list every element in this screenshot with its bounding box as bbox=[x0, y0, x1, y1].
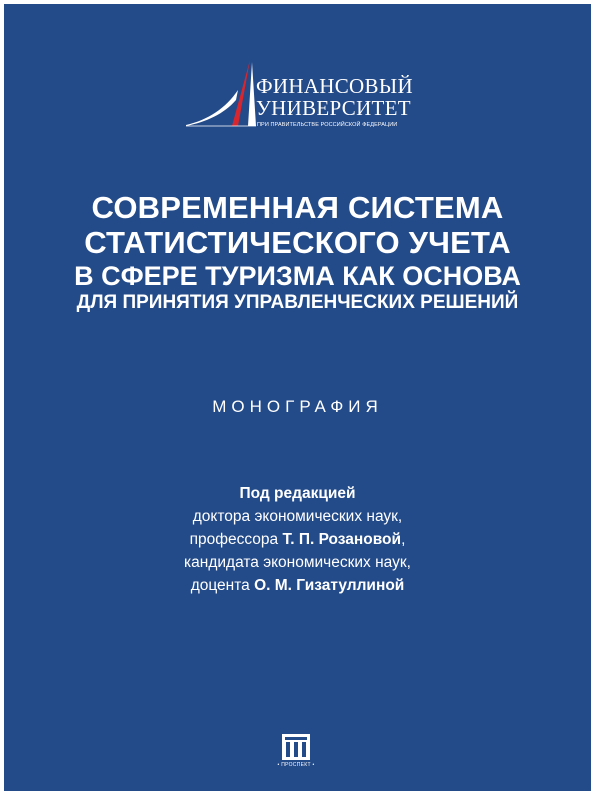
editor-1-comma: , bbox=[401, 531, 406, 548]
university-emblem-icon bbox=[182, 56, 258, 132]
university-logo bbox=[182, 56, 422, 136]
book-title bbox=[4, 192, 591, 317]
logo-line-2: УНИВЕРСИТЕТ bbox=[256, 96, 411, 120]
editor-1-name: Т. П. Розановой bbox=[282, 531, 402, 548]
title-line-1: СОВРЕМЕННАЯ СИСТЕМА bbox=[91, 190, 504, 225]
logo-line-1: ФИНАНСОВЫЙ bbox=[256, 74, 413, 98]
editor-2-title: доцента bbox=[190, 577, 255, 594]
publisher-logo bbox=[272, 732, 320, 772]
columns-icon bbox=[272, 732, 320, 762]
editors-line-4: кандидата экономических наук, bbox=[184, 554, 411, 571]
editor-2-name: О. М. Гизатуллиной bbox=[254, 577, 405, 594]
editors-heading: Под редакцией bbox=[239, 485, 356, 502]
editor-1-title: профессора bbox=[189, 531, 283, 548]
editors-block bbox=[4, 482, 591, 597]
title-line-4: ДЛЯ ПРИНЯТИЯ УПРАВЛЕНЧЕСКИХ РЕШЕНИЙ bbox=[76, 292, 519, 313]
publisher-name: • ПРОСПЕКТ • bbox=[277, 762, 315, 768]
genre-label: МОНОГРАФИЯ bbox=[212, 397, 383, 416]
title-line-2: СТАТИСТИЧЕСКОГО УЧЕТА bbox=[84, 225, 511, 260]
title-line-3: В СФЕРЕ ТУРИЗМА КАК ОСНОВА bbox=[74, 261, 521, 291]
editors-line-3 bbox=[4, 528, 591, 551]
book-cover bbox=[4, 4, 591, 791]
editors-line-5 bbox=[4, 574, 591, 597]
editors-line-2: доктора экономических наук, bbox=[192, 508, 403, 525]
logo-line-3: ПРИ ПРАВИТЕЛЬСТВЕ РОССИЙСКОЙ ФЕДЕРАЦИИ bbox=[257, 122, 398, 128]
